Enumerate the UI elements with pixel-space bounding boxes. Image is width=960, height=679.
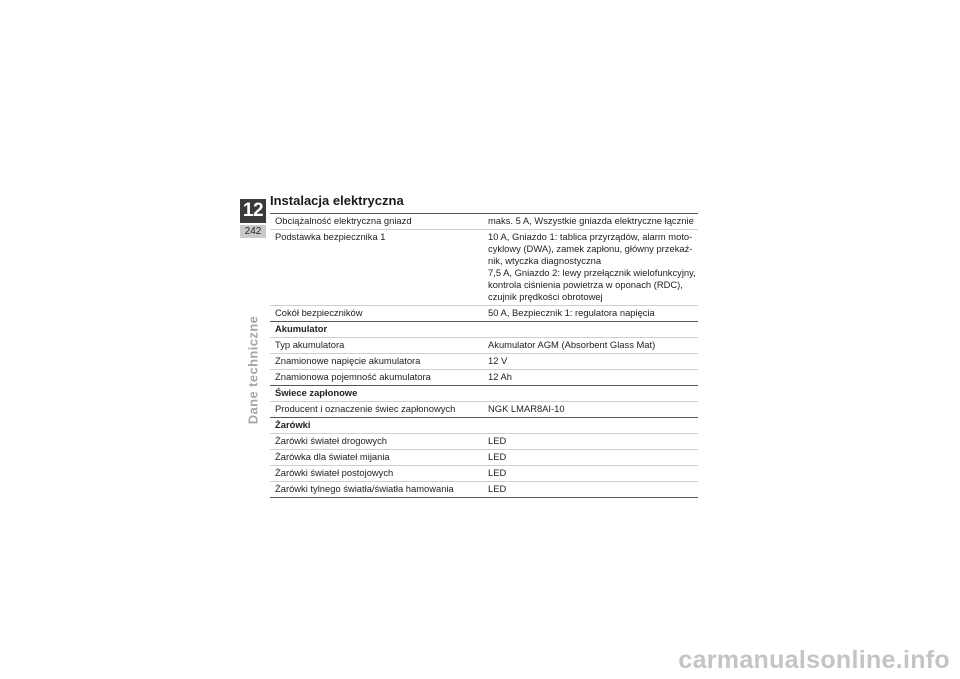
chapter-number-badge: 12 [240,199,266,223]
table-row [270,370,698,386]
row-label: Znamionowe napięcie akumulatora [275,355,421,366]
row-label: Żarówki świateł postojowych [275,467,394,478]
row-label: Producent i oznaczenie świec zapłonowych [275,403,456,414]
watermark: carmanualsonline.info [678,646,950,674]
page-number: 242 [240,225,266,238]
row-value-line: czujnik prędkości obrotowej [488,291,603,302]
row-value [486,231,698,303]
row-value: LED [488,451,507,462]
table-row [270,466,698,482]
row-label: Cokół bezpieczników [275,307,363,318]
row-label: Obciążalność elektryczna gniazd [275,215,412,226]
row-label: Typ akumulatora [275,339,345,350]
row-label: Żarówki świateł drogowych [275,435,388,446]
row-value: LED [488,435,507,446]
section-heading-battery: Akumulator [270,322,698,338]
chapter-side-label: Dane techniczne [245,315,261,425]
row-value: Akumulator AGM (Absorbent Glass Mat) [488,339,656,350]
spec-table [270,213,698,498]
row-value-line: 50 A, Bezpiecznik 1: regulatora napięcia [488,307,655,318]
section-heading-spark-plugs: Świece zapłonowe [270,386,698,402]
table-row [270,230,698,306]
section-heading-bulbs: Żarówki [270,418,698,434]
row-label: Żarówka dla świateł mijania [275,451,390,462]
table-row [270,434,698,450]
row-value: 12 Ah [488,371,512,382]
table-row [270,354,698,370]
row-label: Podstawka bezpiecznika 1 [275,231,386,242]
row-label: Żarówki tylnego światła/światła hamowania [275,483,454,494]
table-row [270,214,698,230]
table-row [270,338,698,354]
section-title: Instalacja elektryczna [270,193,404,208]
row-value-line: maks. 5 A, Wszystkie gniazda elektryczne łącznie [488,215,694,226]
row-value [486,307,698,319]
row-value-line: 10 A, Gniazdo 1: tablica przyrządów, alarm moto- [488,231,693,242]
row-value-line: nik, wtyczka diagnostyczna [488,255,602,266]
row-value-line: 7,5 A, Gniazdo 2: lewy przełącznik wielofunkcyjny, [488,267,696,278]
table-row [270,402,698,418]
row-value: 12 V [488,355,508,366]
row-value: LED [488,483,507,494]
row-label: Znamionowa pojemność akumulatora [275,371,431,382]
row-value [486,215,698,227]
table-row [270,306,698,322]
row-value-line: kontrola ciśnienia powietrza w oponach (RDC), [488,279,683,290]
row-value-line: cyklowy (DWA), zamek zapłonu, główny przekaź- [488,243,693,254]
row-value: NGK LMAR8AI-10 [488,403,565,414]
table-row [270,450,698,466]
table-row [270,482,698,498]
row-value: LED [488,467,507,478]
